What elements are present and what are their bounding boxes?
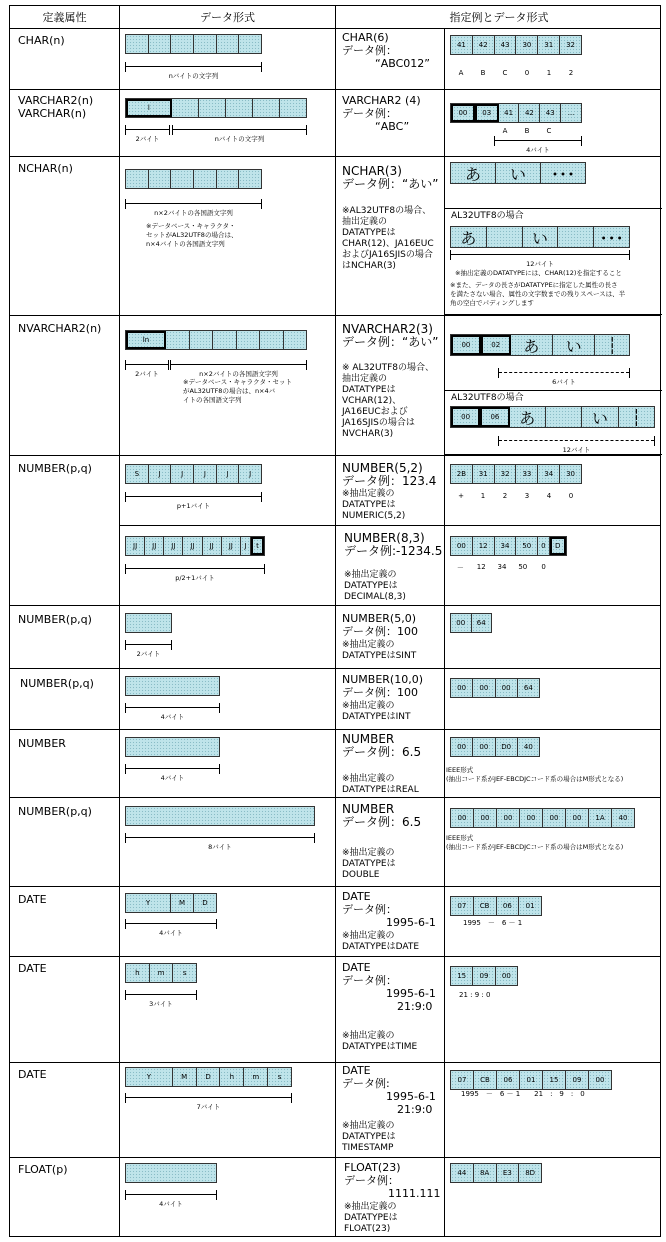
hex-cell: 40 <box>518 738 539 756</box>
byte-cell <box>126 1164 216 1182</box>
byte-cell <box>190 331 214 349</box>
attr-timestamp: DATE <box>18 1068 47 1081</box>
utf8-note-1: ※抽出定義のDATATYPEには、CHAR(12)を指定すること <box>455 269 622 277</box>
attr-time: DATE <box>18 962 47 975</box>
format-char <box>125 34 262 54</box>
dim-7byte: 7バイト <box>125 1093 292 1103</box>
byte-cell <box>194 170 217 188</box>
dim-4byte: 4バイト <box>125 919 217 929</box>
format-double <box>125 806 315 826</box>
attr-nchar: NCHAR(n) <box>18 162 73 175</box>
hex-cell: 32 <box>495 465 517 483</box>
chars-varchar: A B C <box>502 127 552 135</box>
dim-n2: n×2バイトの各国語文字列 <box>125 199 262 209</box>
example-number-packed-note: ※抽出定義の DATATYPEは DECIMAL(8,3) <box>344 570 406 602</box>
chars-char: A B C 0 1 2 <box>458 69 574 77</box>
hex-float <box>450 1163 542 1183</box>
dim-12byte: 12バイト <box>498 436 655 446</box>
data-format-table <box>9 5 661 1237</box>
hex-cell: 00 <box>496 967 517 985</box>
hex-cell: 42 <box>473 36 495 54</box>
byte-cell: J <box>149 465 172 483</box>
hex-int <box>450 678 540 698</box>
hex-cell: 00 <box>566 809 589 827</box>
example-real-note: ※抽出定義の DATATYPEはREAL <box>342 774 419 795</box>
example-char: CHAR(6) データ例： “ABC012” <box>342 31 430 70</box>
hex-cell: 00 <box>451 407 480 427</box>
format-nvarchar <box>125 330 307 350</box>
example-number-packed: NUMBER(8,3) データ例:-1234.5 <box>344 531 443 558</box>
hex-nvarchar-utf8 <box>450 406 655 428</box>
nvarchar-note: ※データベース・キャラクタ・セット がAL32UTF8の場合は、n×4バ イトの各国語文字列 <box>183 378 292 404</box>
hex-double <box>450 808 635 828</box>
hex-sint <box>450 613 492 633</box>
example-double: NUMBER データ例：6.5 <box>342 802 422 829</box>
jp-nchar-utf8 <box>450 226 630 248</box>
format-nchar <box>125 169 262 189</box>
hex-cell: 2B <box>451 465 473 483</box>
header-col3: 指定例とデータ形式 <box>449 11 549 24</box>
jp-cell: い <box>523 227 559 247</box>
sign-cell: D <box>550 537 566 555</box>
example-float: FLOAT(23) データ例： 1111.111 <box>344 1161 441 1200</box>
hex-cell: 0 <box>538 537 549 555</box>
byte-cell <box>213 331 237 349</box>
jp-cell: ･･･ <box>541 163 585 183</box>
dim-n: nバイトの文字列 <box>125 62 262 72</box>
hex-cell: 31 <box>473 465 495 483</box>
hex-cell: 06 <box>480 407 509 427</box>
format-date <box>125 893 217 913</box>
dim-6byte: 6バイト <box>498 368 630 378</box>
jp-cell: い <box>582 407 618 427</box>
format-int <box>125 676 220 696</box>
byte-cell: D <box>197 1068 221 1086</box>
byte-cell: m <box>150 964 174 982</box>
hex-cell: CB <box>474 897 497 915</box>
hex-cell: 03 <box>475 104 499 122</box>
byte-cell <box>126 738 219 756</box>
hex-cell: 01 <box>519 897 541 915</box>
jp-cell: あ <box>451 163 496 183</box>
format-number-packed <box>125 536 265 556</box>
jp-cell: ┆ <box>619 407 654 427</box>
hex-cell: 06 <box>497 1071 520 1089</box>
hex-number-zoned <box>450 464 582 484</box>
hex-cell: 8D <box>519 1164 541 1182</box>
byte-cell: m <box>244 1068 268 1086</box>
example-real: NUMBER データ例：6.5 <box>342 732 422 759</box>
dim-4byte: 4バイト <box>125 703 220 713</box>
example-number-zoned: NUMBER(5,2) データ例：123.4 <box>342 461 437 488</box>
hex-cell: 00 <box>451 335 481 355</box>
byte-cell: s <box>268 1068 291 1086</box>
jp-cell: あ <box>510 407 546 427</box>
hex-cell: 06 <box>497 897 520 915</box>
hex-date <box>450 896 542 916</box>
attr-float: FLOAT(p) <box>18 1163 68 1176</box>
hex-cell: 43 <box>495 36 517 54</box>
byte-cell <box>253 99 280 117</box>
example-timestamp: DATE データ例: 1995-6-1 21:9:0 <box>342 1064 436 1116</box>
chars-number-packed: － 12 34 50 0 <box>456 563 546 572</box>
format-real <box>125 737 220 757</box>
attr-number-real: NUMBER <box>18 737 66 750</box>
byte-cell <box>126 807 314 825</box>
example-number-zoned-note: ※抽出定義の DATATYPEは NUMERIC(5,2) <box>342 489 406 521</box>
ieee-note: IEEE形式 (抽出コード系がJEF-EBCDJCコード系の場合はM形式となる) <box>446 766 624 783</box>
byte-cell <box>126 614 171 632</box>
byte-cell <box>217 35 240 53</box>
byte-cell: JJ <box>145 537 164 555</box>
chars-timestamp: 1995 － 6 － 1 21 : 9 : 0 <box>461 1090 585 1098</box>
length-cell: ln <box>126 331 166 349</box>
dim-4byte: 4バイト <box>125 764 220 774</box>
example-nchar: NCHAR(3) データ例：“あい” <box>342 164 439 191</box>
dim-4byte: 4バイト <box>125 1190 217 1200</box>
example-nvarchar-note: ※ AL32UTF8の場合、 抽出定義の DATATYPEは VCHAR(12)、 JA16EUCおよび JA16SJISの場合は NVCHAR(3) <box>342 363 435 439</box>
hex-cell: 00 <box>474 809 497 827</box>
byte-cell <box>194 35 217 53</box>
hex-cell: 00 <box>473 679 495 697</box>
byte-cell <box>239 35 261 53</box>
jp-nchar <box>450 162 586 184</box>
example-int-note: ※抽出定義の DATATYPEはINT <box>342 701 411 722</box>
byte-cell: J <box>194 465 217 483</box>
attr-number-double: NUMBER(p,q) <box>18 805 92 818</box>
jp-cell <box>487 227 523 247</box>
example-nchar-note: ※AL32UTF8の場合、 抽出定義の DATATYPEは CHAR(12)、JA16EUC およびJA16SJISの場合 はNCHAR(3) <box>342 206 434 271</box>
hex-varchar <box>450 103 582 123</box>
byte-cell: J <box>171 465 194 483</box>
byte-cell: JJ <box>164 537 183 555</box>
hex-cell: 64 <box>518 679 539 697</box>
byte-cell: JJ <box>126 537 145 555</box>
jp-cell: ┆ <box>595 335 629 355</box>
hex-cell: 33 <box>516 465 538 483</box>
byte-cell: s <box>173 964 196 982</box>
hex-cell: 30 <box>516 36 538 54</box>
byte-cell <box>166 331 190 349</box>
format-sint <box>125 613 172 633</box>
format-timestamp <box>125 1067 292 1087</box>
hex-cell: 00 <box>451 104 475 122</box>
hex-cell: 44 <box>451 1164 474 1182</box>
hex-cell: 12 <box>473 537 495 555</box>
byte-cell <box>126 677 219 695</box>
jp-cell: あ <box>511 335 553 355</box>
format-time <box>125 963 197 983</box>
byte-cell <box>280 99 306 117</box>
header-col1: 定義属性 <box>42 11 87 24</box>
dim-2byte: 2バイト <box>125 640 172 650</box>
byte-cell <box>126 170 149 188</box>
hex-cell: 07 <box>451 897 474 915</box>
jp-cell: あ <box>451 227 487 247</box>
utf8-label: AL32UTF8の場合 <box>451 393 524 403</box>
example-date: DATE データ例： 1995-6-1 <box>342 890 436 929</box>
hex-cell: 32 <box>560 36 581 54</box>
length-cell: l <box>126 99 172 117</box>
byte-cell <box>149 170 172 188</box>
hex-cell: 15 <box>451 967 473 985</box>
utf8-label: AL32UTF8の場合 <box>451 211 524 221</box>
hex-cell: 8A <box>474 1164 497 1182</box>
hex-cell: 02 <box>481 335 511 355</box>
hex-cell: 15 <box>543 1071 566 1089</box>
hex-cell: 00 <box>543 809 566 827</box>
attr-char: CHAR(n) <box>18 34 65 47</box>
hex-cell: 09 <box>473 967 495 985</box>
hex-cell: 1A <box>589 809 612 827</box>
byte-cell: D <box>194 894 216 912</box>
chars-time: 21 : 9 : 0 <box>459 991 491 999</box>
byte-cell: h <box>126 964 150 982</box>
example-double-note: ※抽出定義の DATATYPEは DOUBLE <box>342 848 396 880</box>
byte-cell: J <box>241 537 251 555</box>
dim-3byte: 3バイト <box>125 990 197 1000</box>
hex-cell: 00 <box>520 809 543 827</box>
hex-cell: 00 <box>473 738 495 756</box>
hex-cell: 00 <box>451 738 473 756</box>
byte-cell <box>149 35 172 53</box>
attr-number-zoned: NUMBER(p,q) <box>18 462 92 475</box>
jp-cell: い <box>496 163 541 183</box>
byte-cell <box>217 170 240 188</box>
format-number-zoned <box>125 464 262 484</box>
hex-cell: 00 <box>451 679 473 697</box>
example-varchar: VARCHAR2 (4) データ例： “ABC” <box>342 94 421 133</box>
jp-cell <box>558 227 594 247</box>
nchar-note: ※データベース・キャラクタ・ セットがAL32UTF8の場合は、 n×4バイトの各国語文字列 <box>146 222 238 248</box>
byte-cell: J <box>217 465 240 483</box>
hex-cell: 07 <box>451 1071 474 1089</box>
hex-cell: 43 <box>540 104 561 122</box>
example-sint-note: ※抽出定義の DATATYPEはSINT <box>342 640 417 661</box>
hex-cell: 09 <box>566 1071 589 1089</box>
chars-date: 1995 － 6 － 1 <box>463 919 523 927</box>
byte-cell <box>226 99 253 117</box>
sign-cell: t <box>251 537 264 555</box>
example-float-note: ※抽出定義の DATATYPEは FLOAT(23) <box>344 1202 398 1234</box>
example-time: DATE データ例： 1995-6-1 21:9:0 <box>342 961 436 1013</box>
hex-cell: 30 <box>560 465 581 483</box>
example-date-note: ※抽出定義の DATATYPEはDATE <box>342 931 420 952</box>
hex-char <box>450 35 582 55</box>
format-varchar <box>125 98 307 118</box>
byte-cell <box>199 99 226 117</box>
hex-cell: 40 <box>612 809 634 827</box>
hex-cell: 41 <box>451 36 473 54</box>
dim-12byte: 12バイト <box>450 250 630 260</box>
hex-cell: E3 <box>497 1164 520 1182</box>
hex-cell: 50 <box>516 537 538 555</box>
byte-cell: h <box>220 1068 244 1086</box>
hex-cell: 00 <box>496 679 518 697</box>
byte-cell: M <box>173 1068 197 1086</box>
jp-cell: い <box>553 335 595 355</box>
dim-n2: n×2バイトの各国語文字列 <box>170 360 307 370</box>
hex-cell: ... <box>561 104 581 122</box>
hex-cell: 34 <box>538 465 560 483</box>
header-col2: データ形式 <box>200 11 255 24</box>
dim-p1: p+1バイト <box>125 492 262 502</box>
jp-cell: ･･･ <box>594 227 629 247</box>
hex-cell: 00 <box>589 1071 611 1089</box>
hex-cell: 00 <box>497 809 520 827</box>
hex-number-packed <box>450 536 567 556</box>
byte-cell: JJ <box>183 537 202 555</box>
dim-8byte: 8バイト <box>125 833 315 843</box>
dim-4byte: 4バイト <box>494 136 582 146</box>
ieee-note: IEEE形式 (抽出コード系がJEF-EBCDJCコード系の場合はM形式となる) <box>446 834 624 851</box>
format-float <box>125 1163 217 1183</box>
jp-cell <box>546 407 582 427</box>
example-timestamp-note: ※抽出定義の DATATYPEは TIMESTAMP <box>342 1121 396 1153</box>
example-time-note: ※抽出定義の DATATYPEはTIME <box>342 1031 418 1052</box>
chars-number-zoned: + 1 2 3 4 0 <box>458 492 574 500</box>
example-nvarchar: NVARCHAR2(3) データ例：“あい” <box>342 322 439 349</box>
byte-cell: JJ <box>203 537 222 555</box>
example-int: NUMBER(10,0) データ例：100 <box>342 673 423 699</box>
byte-cell: Y <box>126 894 171 912</box>
hex-real <box>450 737 540 757</box>
byte-cell <box>171 170 194 188</box>
hex-cell: CB <box>474 1071 497 1089</box>
byte-cell <box>239 170 261 188</box>
example-sint: NUMBER(5,0) データ例：100 <box>342 612 418 638</box>
byte-cell: Y <box>126 1068 173 1086</box>
hex-cell: 31 <box>538 36 560 54</box>
attr-number-sint: NUMBER(p,q) <box>18 613 92 626</box>
dim-p2: p/2+1バイト <box>125 564 265 574</box>
hex-cell: 42 <box>519 104 540 122</box>
hex-cell: 00 <box>451 809 474 827</box>
byte-cell <box>237 331 261 349</box>
attr-varchar: VARCHAR2(n) VARCHAR(n) <box>18 94 94 120</box>
byte-cell: S <box>126 465 149 483</box>
hex-cell: D0 <box>496 738 518 756</box>
hex-cell: 01 <box>520 1071 543 1089</box>
byte-cell: JJ <box>222 537 241 555</box>
byte-cell <box>172 99 199 117</box>
attr-number-int: NUMBER(p,q) <box>20 677 94 690</box>
byte-cell <box>284 331 307 349</box>
byte-cell: J <box>239 465 261 483</box>
attr-nvarchar: NVARCHAR2(n) <box>18 322 102 335</box>
hex-nvarchar <box>450 334 630 356</box>
hex-cell: 00 <box>451 537 473 555</box>
attr-date: DATE <box>18 893 47 906</box>
dim-2byte: 2バイト <box>125 360 169 370</box>
hex-cell: 00 <box>451 614 472 632</box>
hex-timestamp <box>450 1070 612 1090</box>
hex-cell: 41 <box>499 104 520 122</box>
dim-2byte: 2バイト <box>125 125 170 135</box>
hex-cell: 64 <box>472 614 492 632</box>
hex-time <box>450 966 518 986</box>
byte-cell <box>126 35 149 53</box>
byte-cell <box>260 331 284 349</box>
dim-n: nバイトの文字列 <box>172 125 307 135</box>
byte-cell <box>171 35 194 53</box>
byte-cell: M <box>171 894 194 912</box>
hex-cell: 34 <box>495 537 517 555</box>
utf8-note-2: ※また、データの長さがDATATYPEに指定した属性の長さ を満たさない場合、属性の文字数までの残りスペースは、半 角の空白でパディングします <box>450 281 626 307</box>
